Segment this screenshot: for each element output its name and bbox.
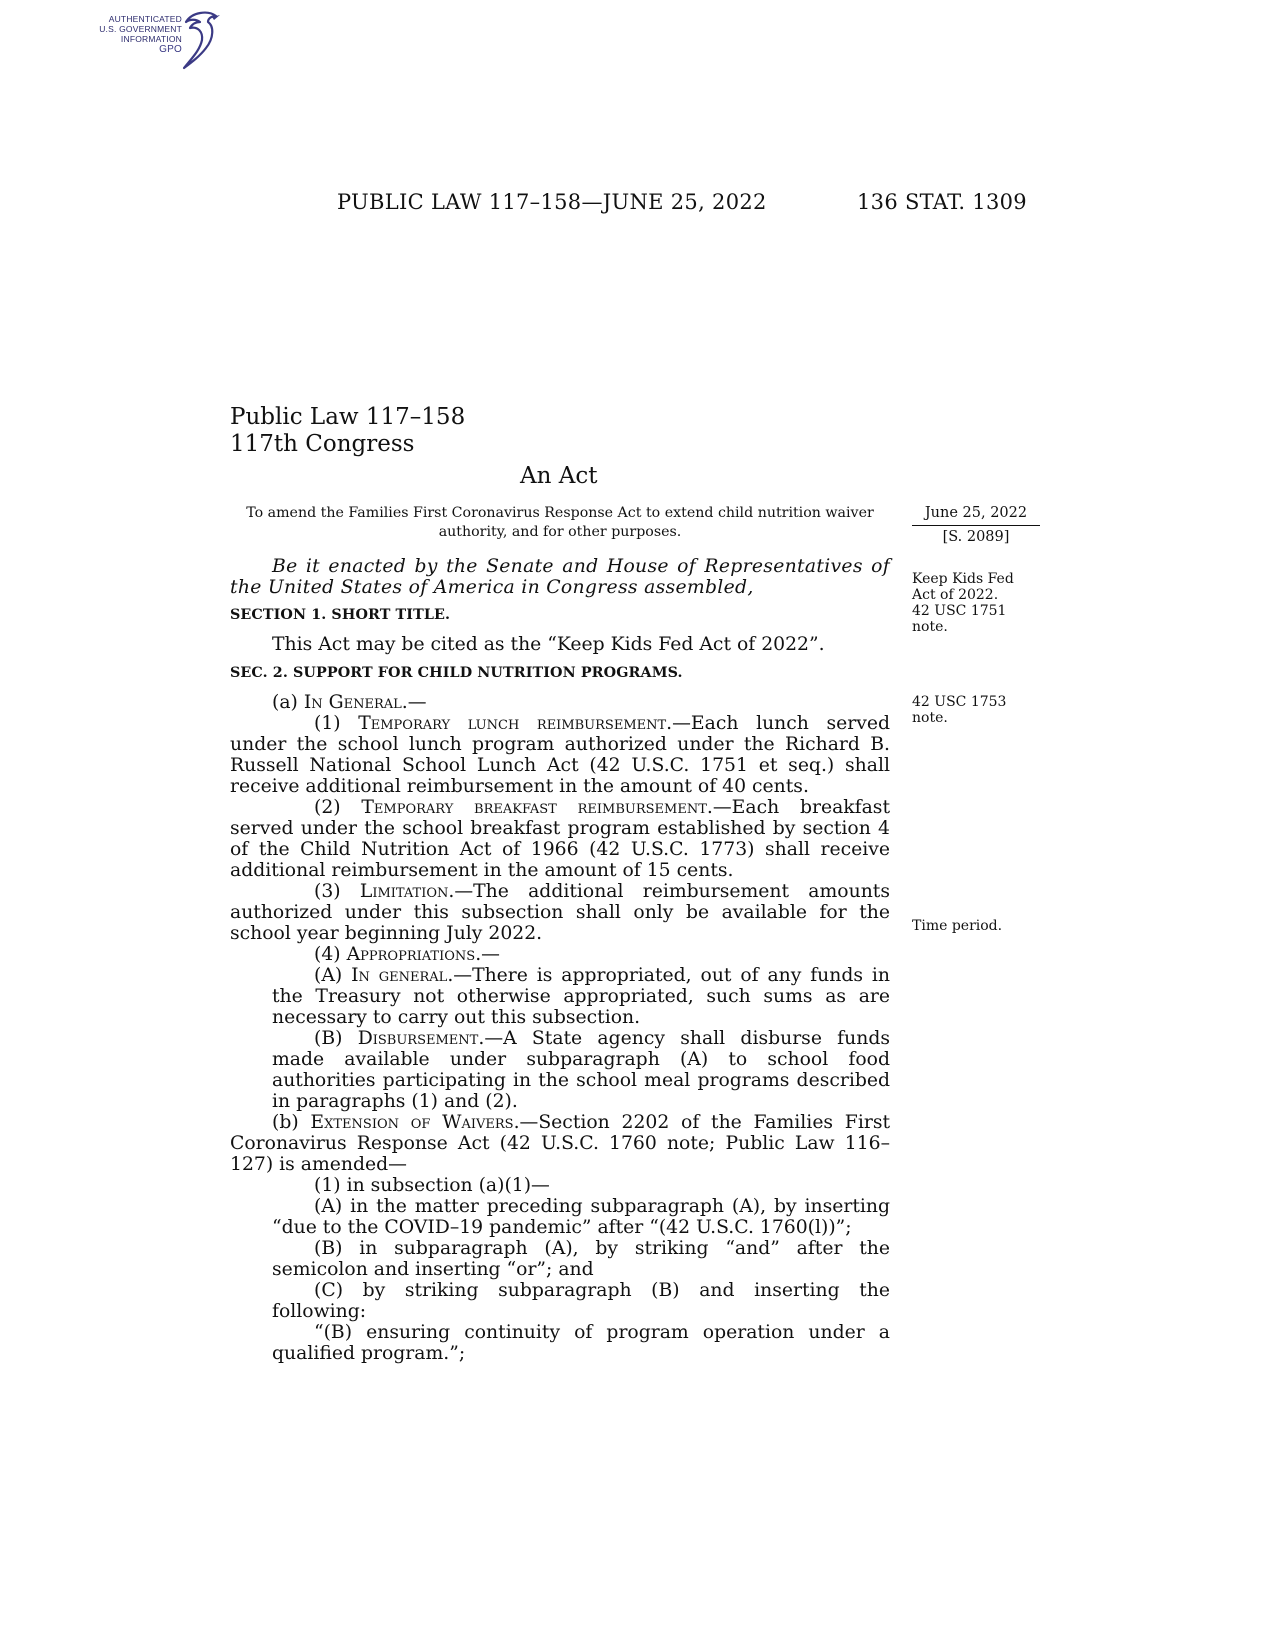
seal-text-line: U.S. GOVERNMENT	[99, 24, 182, 34]
inserted-text-quote: “(B) ensuring continuity of program operation under a qualified program.”;	[272, 1322, 890, 1364]
enactment-date-box	[912, 504, 1040, 547]
enactment-date: June 25, 2022	[924, 505, 1028, 521]
purpose-statement: To amend the Families First Coronavirus Response Act to extend child nutrition waiver authority, and for other purposes.	[246, 505, 874, 540]
subsection-a-heading: (a) In General.—	[272, 692, 427, 713]
section-1-heading: SECTION 1. SHORT TITLE.	[230, 607, 451, 623]
paragraph-4-heading: (4) Appropriations.—	[314, 944, 500, 965]
enacting-clause: Be it enacted by the Senate and House of Representatives of the United States of America in Congress assembled,	[230, 556, 890, 598]
subparagraph-a: (A) In general.—There is appropriated, out of any funds in the Treasury not otherwise appropriated, such sums as are necessary to carry out this subsection.	[272, 965, 890, 1028]
running-head-title: PUBLIC LAW 117–158—JUNE 25, 2022	[337, 190, 767, 214]
subparagraph-b: (B) Disbursement.—A State agency shall disburse funds made available under subparagraph (A) to school food authorities participating in the school meal programs described in paragraphs (1) and (2).	[272, 1028, 890, 1112]
amendment-1: (1) in subsection (a)(1)—	[314, 1175, 550, 1196]
congress-number: 117th Congress	[230, 431, 415, 457]
seal-text-line: INFORMATION	[120, 34, 182, 44]
paragraph-3: (3) Limitation.—The additional reimbursement amounts authorized under this subsection shall only be available for the school year beginning July 2022.	[230, 881, 890, 944]
amendment-1b: (B) in subparagraph (A), by striking “and” after the semicolon and inserting “or”; and	[272, 1238, 890, 1280]
margin-note-time-period: Time period.	[912, 918, 1003, 934]
bill-number: [S. 2089]	[942, 529, 1010, 545]
eagle-icon	[178, 8, 224, 74]
paragraph-1: (1) Temporary lunch reimbursement.—Each lunch served under the school lunch program authorized under the Richard B. Russell National School Lunch Act (42 U.S.C. 1751 et seq.) shall receive additional reimbursement in the amount of 40 cents.	[230, 713, 890, 797]
subsection-b: (b) Extension of Waivers.—Section 2202 of the Families First Coronavirus Response Act (42 U.S.C. 1760 note; Public Law 116–127) is amended—	[230, 1112, 891, 1175]
date-divider	[912, 525, 1040, 526]
paragraph-2: (2) Temporary breakfast reimbursement.—Each breakfast served under the school breakfast program established by section 4 of the Child Nutrition Act of 1966 (42 U.S.C. 1773) shall receive additional reimbursement in the amount of 15 cents.	[230, 797, 890, 881]
an-act-title: An Act	[520, 463, 598, 489]
seal-gpo-mark: GPO	[159, 44, 182, 55]
section-1-text: This Act may be cited as the “Keep Kids Fed Act of 2022”.	[272, 634, 825, 655]
gpo-authentication-seal	[92, 8, 222, 74]
section-2-heading: SEC. 2. SUPPORT FOR CHILD NUTRITION PROGRAMS.	[230, 665, 683, 681]
public-law-number: Public Law 117–158	[230, 404, 466, 430]
section-2-body	[230, 692, 890, 1364]
margin-note-sec2-cite: 42 USC 1753 note.	[912, 694, 1007, 726]
seal-text-line: AUTHENTICATED	[108, 14, 182, 24]
running-head-page: 136 STAT. 1309	[857, 190, 1027, 214]
margin-note-short-title: Keep Kids Fed Act of 2022. 42 USC 1751 note.	[912, 571, 1014, 635]
amendment-1a: (A) in the matter preceding subparagraph (A), by inserting “due to the COVID–19 pandemic” after “(42 U.S.C. 1760(l))”;	[272, 1196, 890, 1238]
amendment-1c: (C) by striking subparagraph (B) and inserting the following:	[272, 1280, 890, 1322]
